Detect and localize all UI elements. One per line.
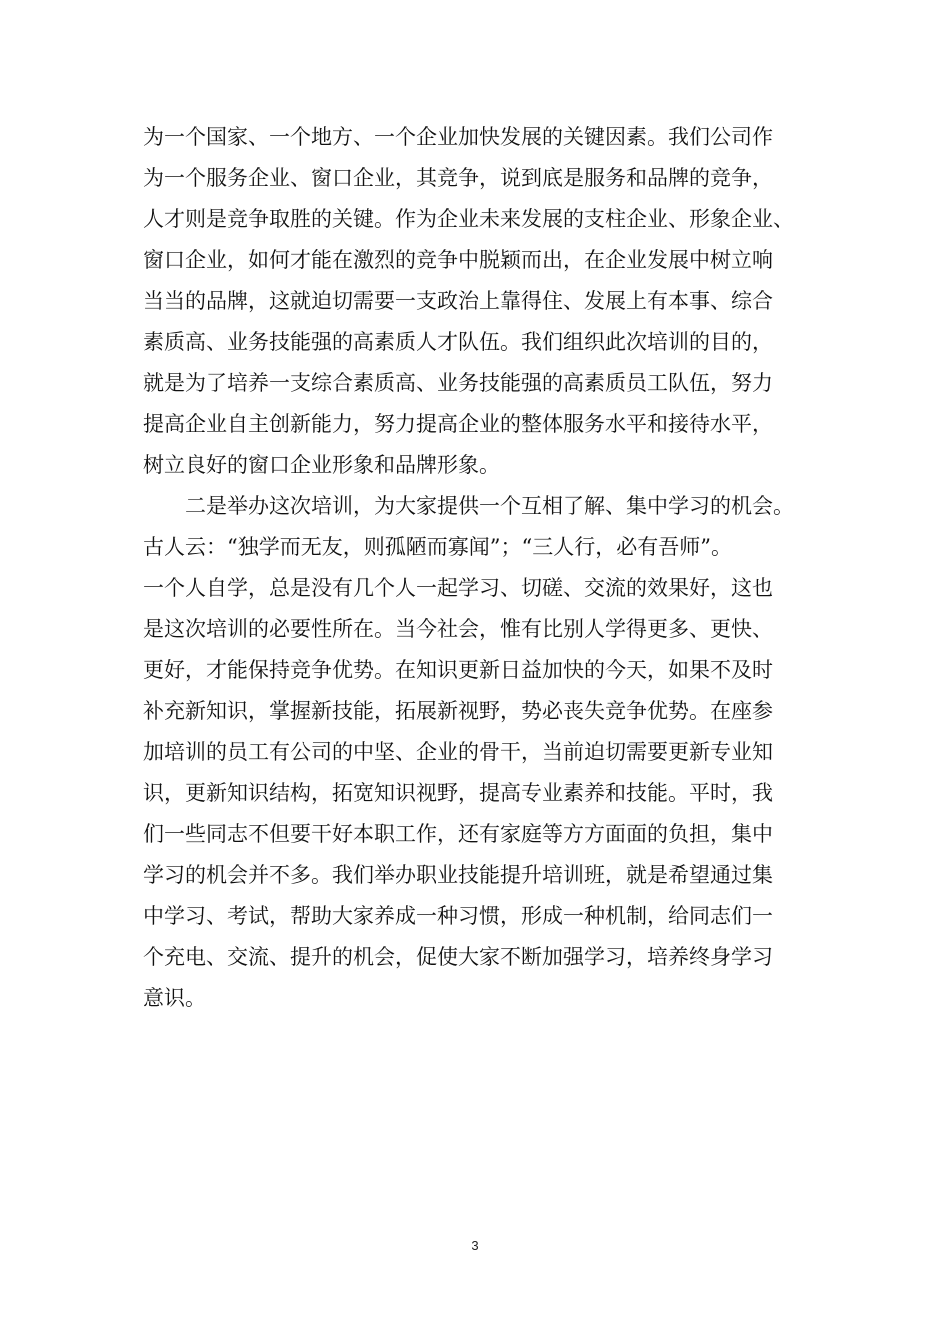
text-line: 个充电、交流、提升的机会，促使大家不断加强学习，培养终身学习 [143,945,773,969]
text-line: 就是为了培养一支综合素质高、业务技能强的高素质员工队伍，努力 [143,371,773,395]
text-line: 树立良好的窗口企业形象和品牌形象。 [143,453,500,477]
page-number: 3 [471,1238,479,1253]
text-line: 是这次培训的必要性所在。当今社会，惟有比别人学得更多、更快、 [143,617,773,641]
text-line: 为一个国家、一个地方、一个企业加快发展的关键因素。我们公司作 [143,125,773,149]
text-line: 为一个服务企业、窗口企业，其竞争，说到底是服务和品牌的竞争， [143,166,773,190]
text-line: 识，更新知识结构，拓宽知识视野，提高专业素养和技能。平时，我 [143,781,773,805]
text-line: 素质高、业务技能强的高素质人才队伍。我们组织此次培训的目的， [143,330,773,354]
text-line: 一个人自学，总是没有几个人一起学习、切磋、交流的效果好，这也 [143,576,773,600]
text-line: 古人云：“独学而无友，则孤陋而寡闻”；“三人行，必有吾师”。 [143,535,732,559]
text-line: 加培训的员工有公司的中坚、企业的骨干，当前迫切需要更新专业知 [143,740,773,764]
text-line: 当当的品牌，这就迫切需要一支政治上靠得住、发展上有本事、综合 [143,289,773,313]
text-line: 们一些同志不但要干好本职工作，还有家庭等方方面面的负担，集中 [143,822,773,846]
text-line: 人才则是竞争取胜的关键。作为企业未来发展的支柱企业、形象企业、 [143,207,794,231]
text-line: 中学习、考试，帮助大家养成一种习惯，形成一种机制，给同志们一 [143,904,773,928]
text-line: 学习的机会并不多。我们举办职业技能提升培训班，就是希望通过集 [143,863,773,887]
text-line: 意识。 [143,986,206,1010]
text-line: 提高企业自主创新能力，努力提高企业的整体服务水平和接待水平， [143,412,773,436]
text-line: 窗口企业，如何才能在激烈的竞争中脱颖而出，在企业发展中树立响 [143,248,773,272]
paragraph-start-line: 二是举办这次培训，为大家提供一个互相了解、集中学习的机会。 [185,494,794,518]
body-text [143,117,823,1019]
text-line: 更好，才能保持竞争优势。在知识更新日益加快的今天，如果不及时 [143,658,773,682]
text-line: 补充新知识，掌握新技能，拓展新视野，势必丧失竞争优势。在座参 [143,699,773,723]
